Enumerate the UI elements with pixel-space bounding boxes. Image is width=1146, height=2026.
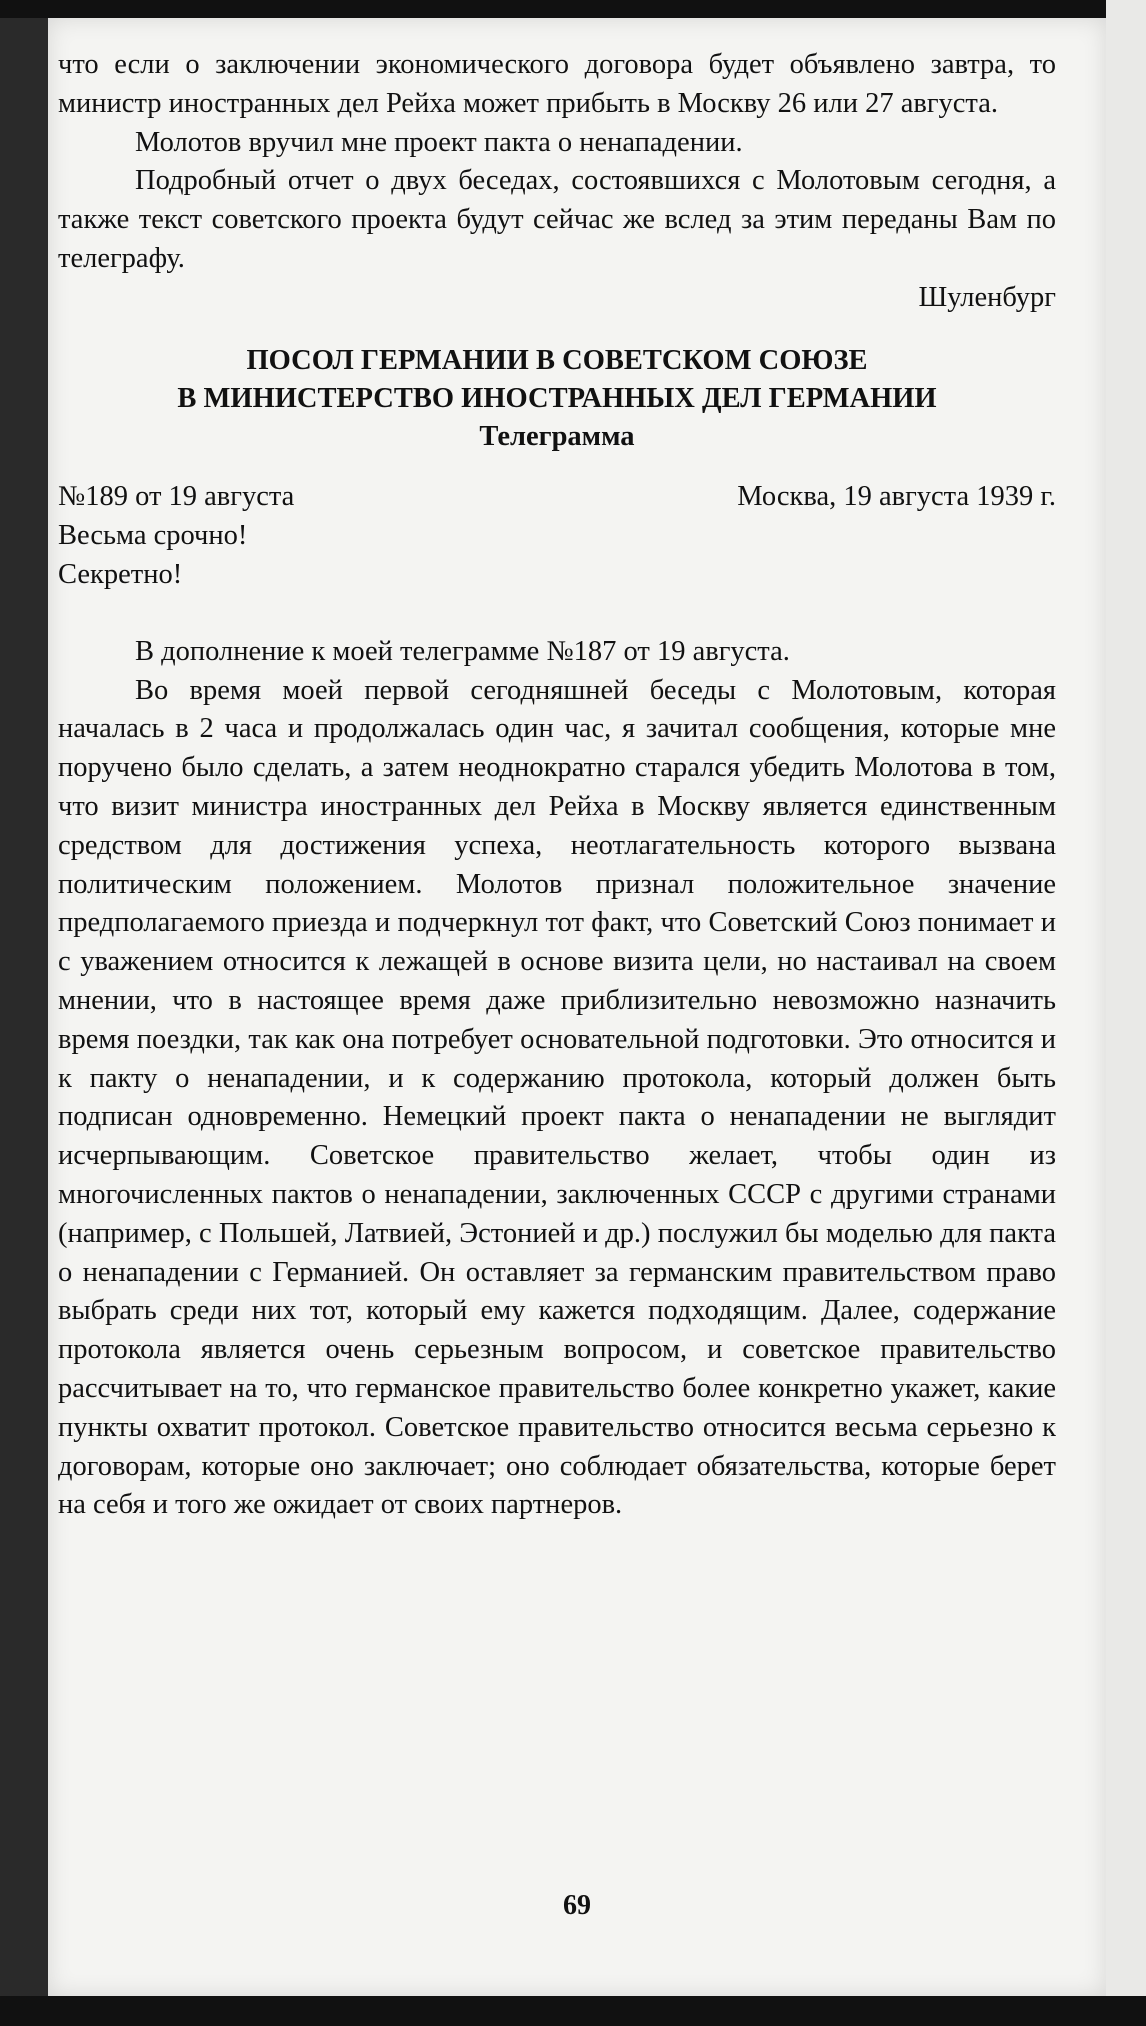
urgency-mark: Весьма срочно! xyxy=(58,520,248,552)
signature: Шуленбург xyxy=(918,281,1056,313)
body-paragraph-1: В дополнение к моей телеграмме №187 от 19 августа. xyxy=(135,635,790,667)
intro-paragraph-1: что если о заключении экономического договора будет объявлено завтра, то министр иностранных дел Рейха может прибыть в Москву 26 или 27 августа. xyxy=(58,49,1056,119)
document-type: Телеграмма xyxy=(479,420,635,452)
page-text xyxy=(58,46,1056,1525)
heading xyxy=(58,342,1056,418)
document-meta-row xyxy=(58,478,1056,517)
heading-line-1: ПОСОЛ ГЕРМАНИИ В СОВЕТСКОМ СОЮЗЕ xyxy=(246,344,868,376)
scan-right-edge xyxy=(1106,0,1146,2026)
page-number: 69 xyxy=(563,1890,591,1921)
spacer xyxy=(58,595,1056,633)
document-place-date: Москва, 19 августа 1939 г. xyxy=(737,481,1056,513)
body-paragraph-2: Во время моей первой сегодняшней беседы с Молотовым, которая началась в 2 часа и продолжалась один час, я зачитал сообщения, которые мне поручено было сделать, а затем неоднократно старался убедить Молотова в том, что визит министра иностранных дел Рейха в Москву является единственным средством для достижения успеха, неотлагательность которого вызвана политическим положением. Молотов признал положительное значение предполагаемого приезда и подчеркнул тот факт, что Советский Союз понимает и с уважением относится к лежащей в основе визита цели, но настаивал на своем мнении, что в настоящее время даже приблизительно невозможно назначить время поездки, так как она потребует основательной подготовки. Это относится и к пакту о ненападении, и к содержанию протокола, который должен быть подписан одновременно. Немецкий проект пакта о ненападении не выглядит исчерпывающим. Советское правительство желает, чтобы один из многочисленных пактов о ненападении, заключенных СССР с другими странами (например, с Польшей, Латвией, Эстонией и др.) послужил бы моделью для пакта о ненападении с Германией. Он оставляет за германским правительством право выбрать среди них тот, который ему кажется подходящим. Далее, содержание протокола является очень серьезным вопросом, и советское правительство рассчитывает на то, что германское правительство более конкретно укажет, какие пункты охватит протокол. Советское правительство относится весьма серьезно к договорам, которые оно заключает; оно соблюдает обязательства, которые берет на себя и того же ожидает от своих партнеров. xyxy=(58,674,1056,1521)
heading-line-2: В МИНИСТЕРСТВО ИНОСТРАННЫХ ДЕЛ ГЕРМАНИИ xyxy=(177,382,937,414)
intro-paragraph-3: Подробный отчет о двух беседах, состоявшихся с Молотовым сегодня, а также текст советского проекта будут сейчас же вслед за этим переданы Вам по телеграфу. xyxy=(58,165,1056,274)
intro-paragraph-2: Молотов вручил мне проект пакта о ненападении. xyxy=(135,126,743,158)
scan-top-edge xyxy=(0,0,1146,18)
secrecy-mark: Секретно! xyxy=(58,558,183,590)
book-page xyxy=(48,18,1106,1996)
scan-bottom-edge xyxy=(0,1996,1146,2026)
document-number: №189 от 19 августа xyxy=(58,481,295,513)
